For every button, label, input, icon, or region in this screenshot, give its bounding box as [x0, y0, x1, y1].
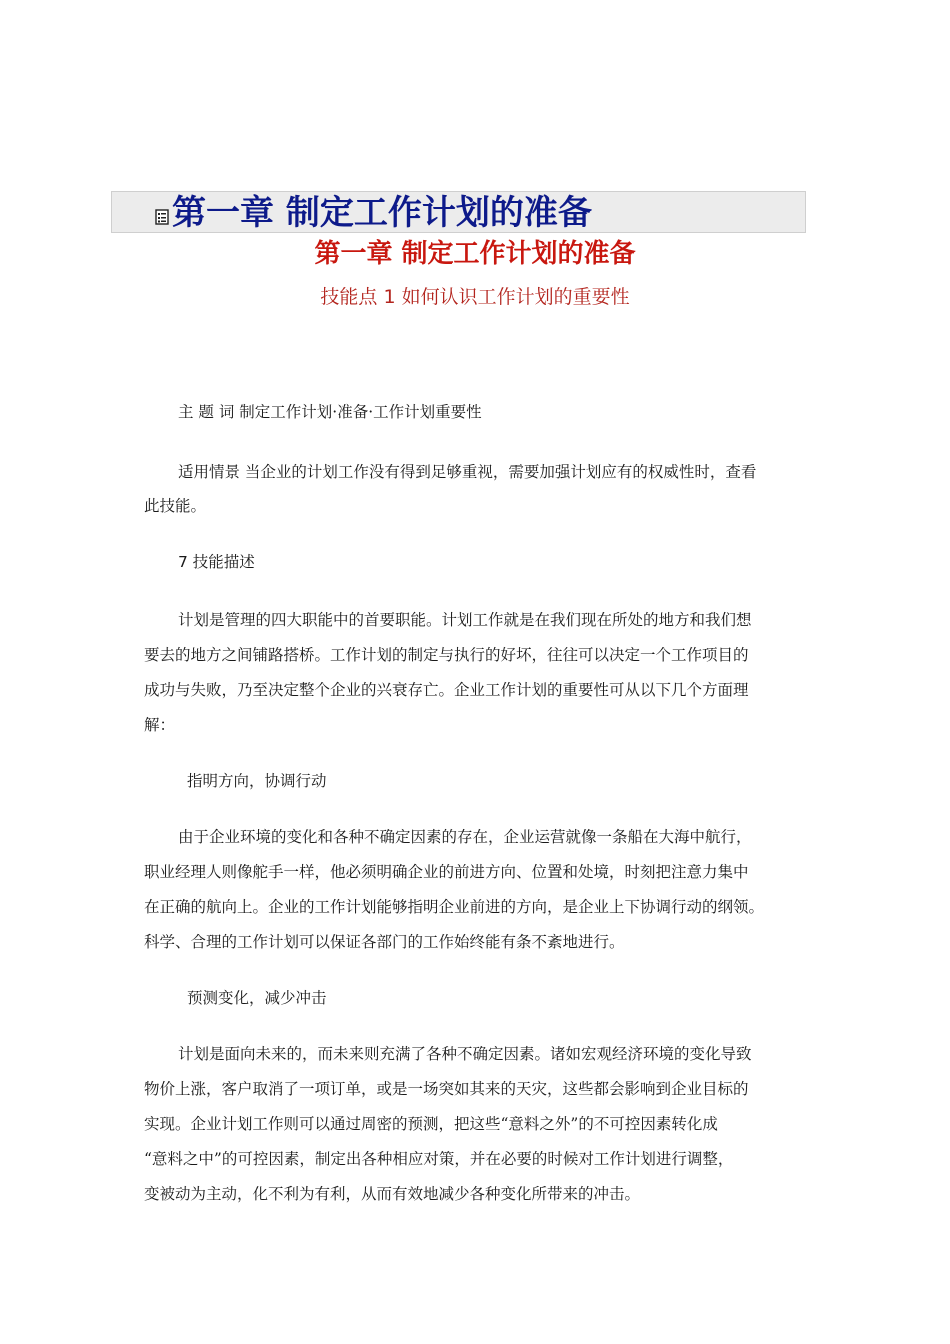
chapter-title: 第一章 制定工作计划的准备 [314, 239, 636, 269]
section-heading: 预测变化，减少冲击 [187, 989, 327, 1007]
paragraph-line: 计划是面向未来的，而未来则充满了各种不确定因素。诸如宏观经济环境的变化导致 [178, 1045, 752, 1063]
section-heading: 指明方向，协调行动 [187, 772, 327, 790]
paragraph-line: “意料之中”的可控因素，制定出各种相应对策，并在必要的时候对工作计划进行调整， [144, 1150, 734, 1168]
scenario-line: 适用情景 当企业的计划工作没有得到足够重视，需要加强计划应有的权威性时，查看 [178, 463, 757, 481]
paragraph-line: 成功与失败，乃至决定整个企业的兴衰存亡。企业工作计划的重要性可从以下几个方面理 [144, 681, 749, 699]
paragraph-line: 科学、合理的工作计划可以保证各部门的工作始终能有条不紊地进行。 [144, 933, 625, 951]
paragraph-line: 计划是管理的四大职能中的首要职能。计划工作就是在我们现在所处的地方和我们想 [178, 611, 752, 629]
skill-title: 技能点 1 如何认识工作计划的重要性 [320, 286, 630, 308]
paragraph-line: 实现。企业计划工作则可以通过周密的预测，把这些“意料之外”的不可控因素转化成 [144, 1115, 718, 1133]
description-heading: 7 技能描述 [178, 553, 255, 571]
paragraph-line: 解： [144, 716, 176, 734]
paragraph-line: 在正确的航向上。企业的工作计划能够指明企业前进的方向，是企业上下协调行动的纲领。 [144, 898, 765, 916]
scenario-line: 此技能。 [144, 497, 207, 515]
paragraph-line: 变被动为主动，化不利为有利，从而有效地减少各种变化所带来的冲击。 [144, 1185, 641, 1203]
document-list-icon [155, 209, 169, 225]
paragraph-line: 职业经理人则像舵手一样，他必须明确企业的前进方向、位置和处境，时刻把注意力集中 [144, 863, 749, 881]
paragraph-line: 由于企业环境的变化和各种不确定因素的存在，企业运营就像一条船在大海中航行， [178, 828, 752, 846]
header-title: 第一章 制定工作计划的准备 [172, 193, 592, 233]
paragraph-line: 物价上涨，客户取消了一项订单，或是一场突如其来的天灾，这些都会影响到企业目标的 [144, 1080, 749, 1098]
keywords-line: 主 题 词 制定工作计划·准备·工作计划重要性 [178, 403, 482, 421]
paragraph-line: 要去的地方之间铺路搭桥。工作计划的制定与执行的好坏，往往可以决定一个工作项目的 [144, 646, 749, 664]
